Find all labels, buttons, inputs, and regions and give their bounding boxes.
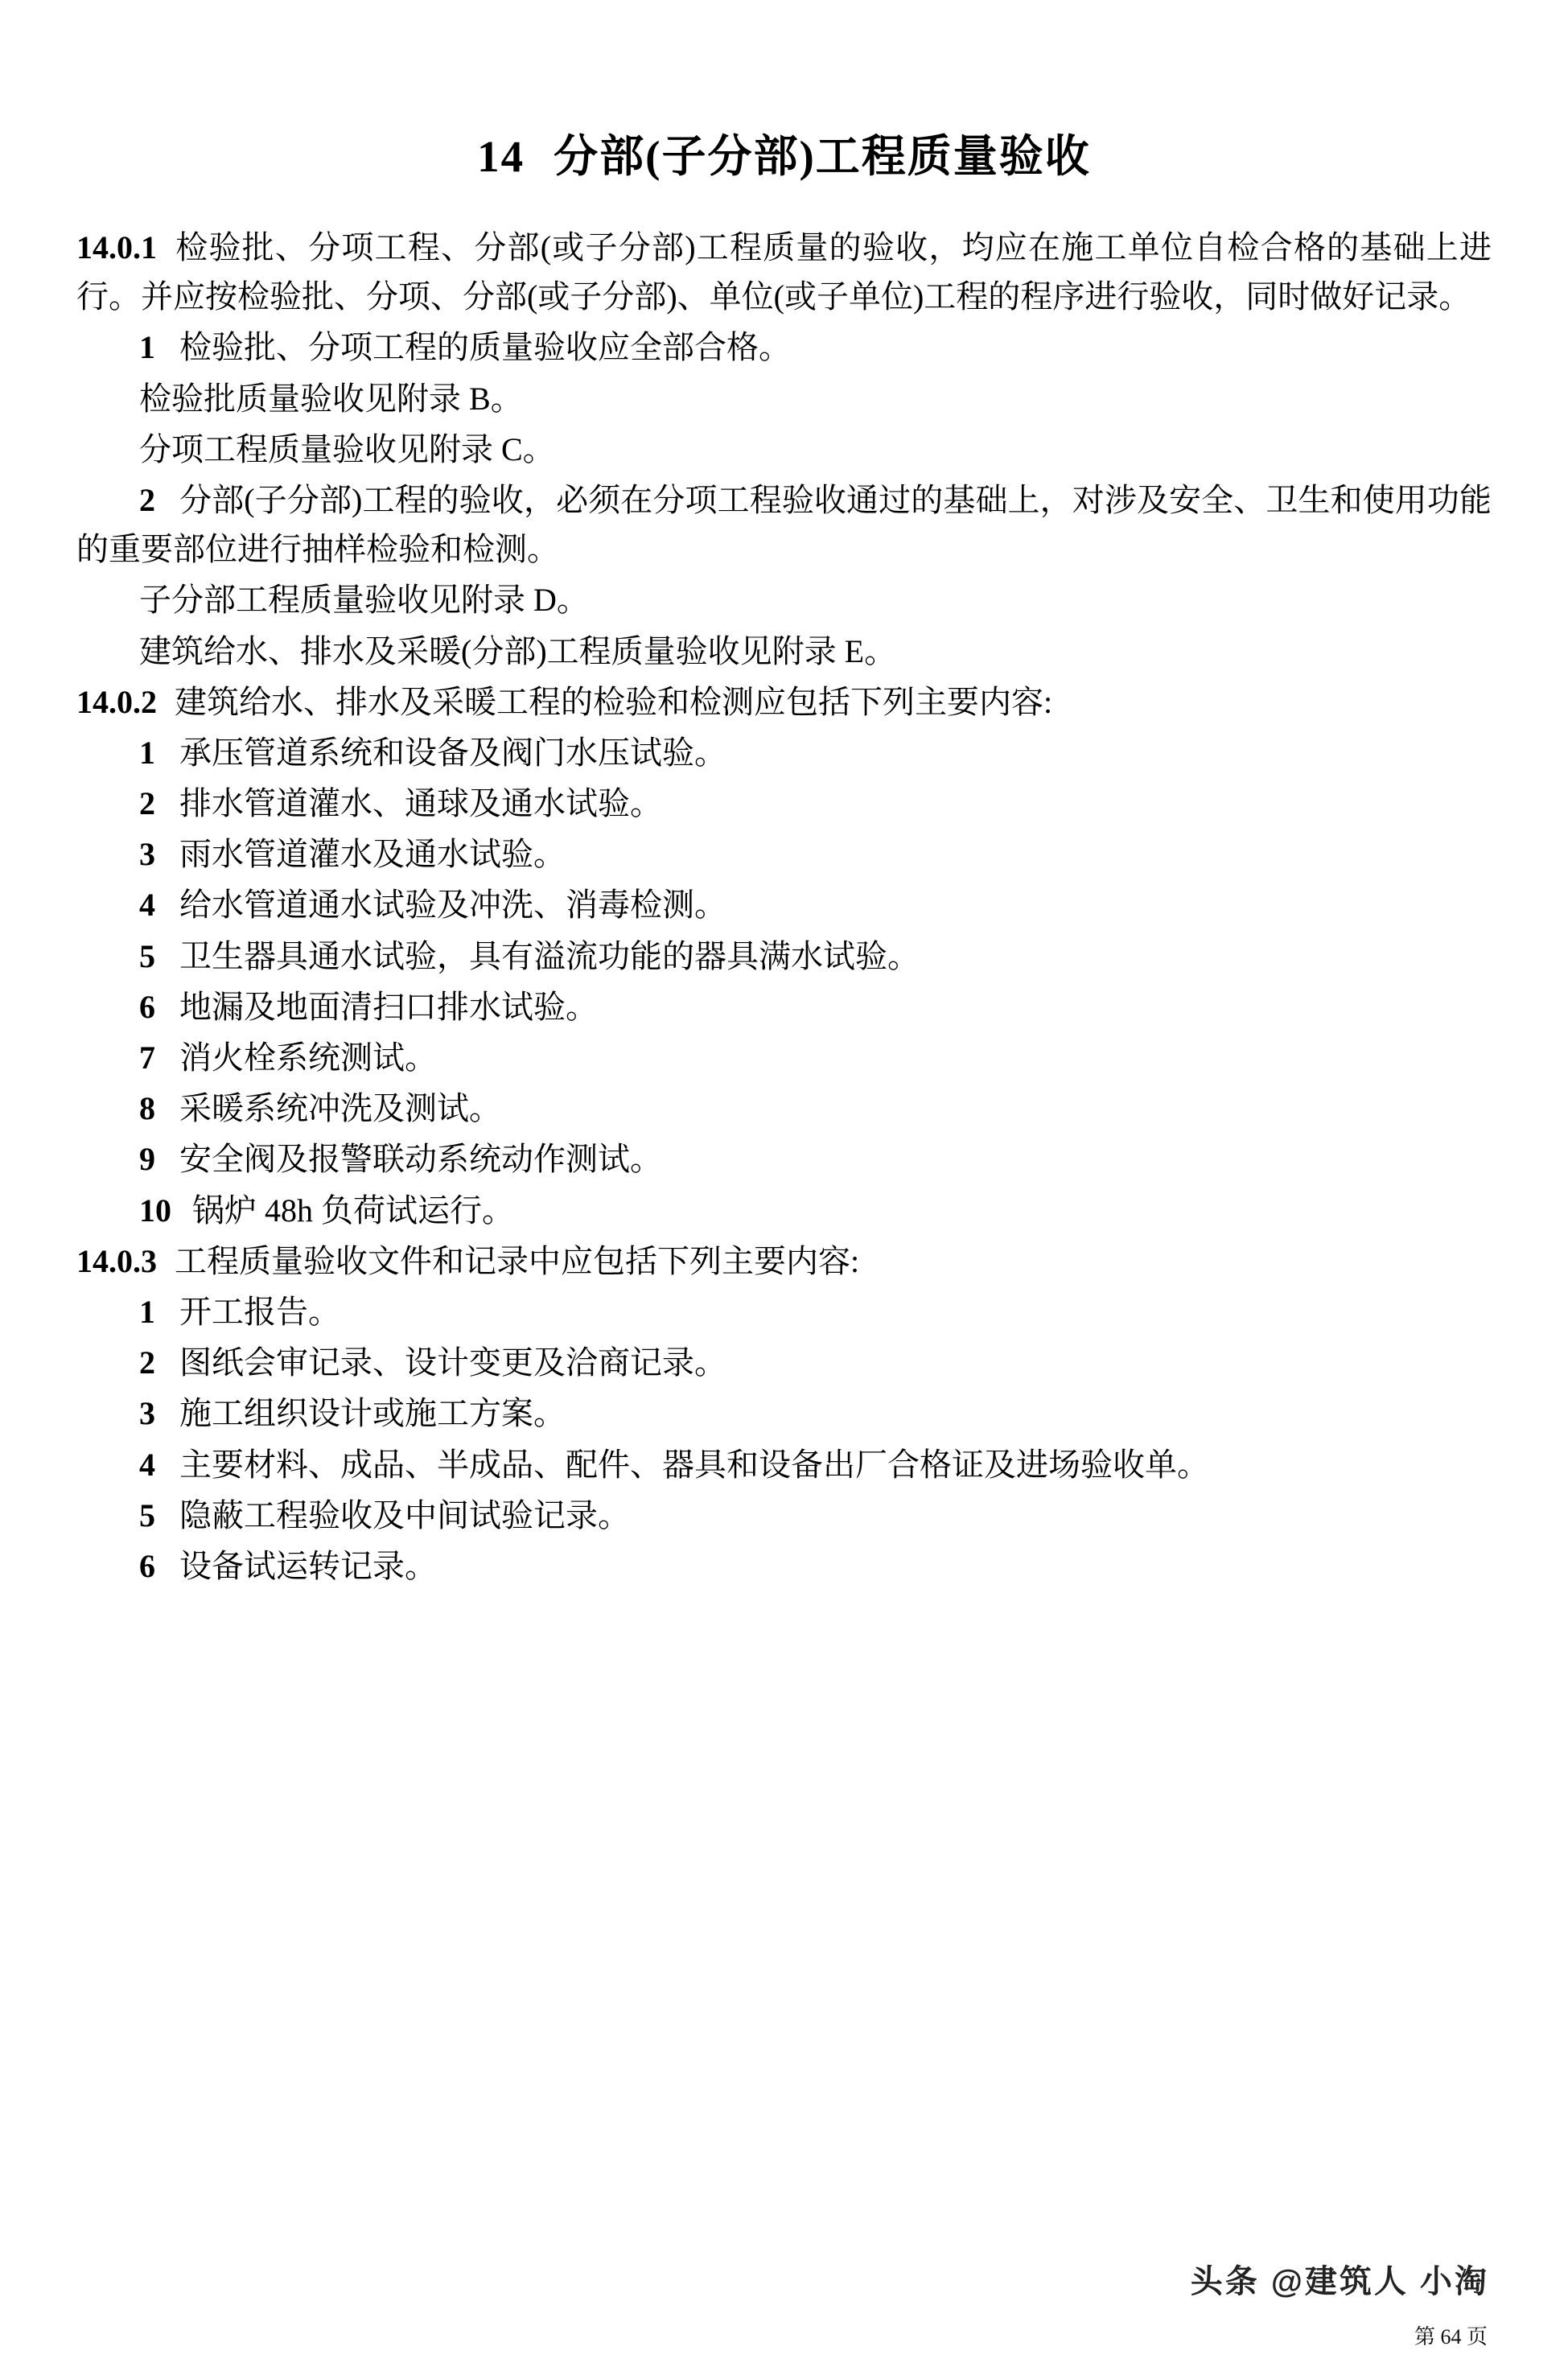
list-item-text: 地漏及地面清扫口排水试验。 — [179, 988, 598, 1025]
list-item-text: 分部(子分部)工程的验收，必须在分项工程验收通过的基础上，对涉及安全、卫生和使用功能的重要部位进行抽样检验和检测。 — [76, 481, 1492, 568]
list-item-number: 1 — [139, 1293, 155, 1330]
list-item-number: 3 — [139, 836, 155, 873]
list-item-text: 开工报告。 — [179, 1293, 340, 1330]
list-item — [76, 1033, 1492, 1082]
list-item-text: 采暖系统冲洗及测试。 — [179, 1090, 501, 1127]
list-item-number: 1 — [139, 329, 155, 366]
list-item-text: 锅炉 48h 负荷试运行。 — [192, 1192, 514, 1229]
list-item-number: 9 — [139, 1141, 155, 1178]
list-item — [76, 779, 1492, 828]
list-item-text: 排水管道灌水、通球及通水试验。 — [179, 785, 662, 822]
list-item-text: 安全阀及报警联动系统动作测试。 — [179, 1141, 662, 1178]
clause-number: 14.0.2 — [76, 683, 157, 720]
list-item-number: 5 — [139, 1496, 155, 1533]
list-item-number: 2 — [139, 785, 155, 822]
list-item — [76, 1440, 1492, 1489]
list-item — [76, 1338, 1492, 1387]
list-item — [76, 932, 1492, 981]
list-item-text: 隐蔽工程验收及中间试验记录。 — [179, 1496, 630, 1533]
list-item-text: 承压管道系统和设备及阀门水压试验。 — [179, 734, 726, 771]
list-item-number: 10 — [139, 1192, 171, 1229]
clause-14-0-3 — [76, 1237, 1492, 1286]
list-item — [76, 1186, 1492, 1235]
note-appendix-b: 检验批质量验收见附录 B。 — [139, 380, 523, 417]
clause-number: 14.0.1 — [76, 229, 157, 266]
list-item-number: 6 — [139, 988, 155, 1025]
list-item-text: 图纸会审记录、设计变更及洽商记录。 — [179, 1344, 726, 1381]
clause-number: 14.0.3 — [76, 1242, 157, 1279]
list-item-number: 3 — [139, 1395, 155, 1432]
list-item — [76, 1287, 1492, 1336]
watermark: 头条 @建筑人 小淘 — [1190, 2264, 1489, 2299]
list-item-number: 8 — [139, 1090, 155, 1127]
list-item-number: 2 — [139, 481, 155, 518]
note-appendix-d: 子分部工程质量验收见附录 D。 — [139, 582, 589, 619]
list-item-text: 消火栓系统测试。 — [179, 1039, 437, 1076]
clause-14-0-2 — [76, 677, 1492, 727]
list-item — [76, 1491, 1492, 1540]
list-item — [76, 475, 1492, 574]
list-item-text: 施工组织设计或施工方案。 — [179, 1395, 566, 1432]
list-item-text: 给水管道通水试验及冲洗、消毒检测。 — [179, 887, 726, 924]
list-item-number: 5 — [139, 937, 155, 974]
clause-text: 建筑给水、排水及采暖工程的检验和检测应包括下列主要内容: — [175, 683, 1053, 720]
list-item — [76, 829, 1492, 879]
list-item — [76, 1542, 1492, 1591]
list-item-text: 设备试运转记录。 — [179, 1547, 437, 1584]
note-appendix-e: 建筑给水、排水及采暖(分部)工程质量验收见附录 E。 — [139, 632, 897, 669]
list-item — [76, 728, 1492, 777]
clause-14-0-1 — [76, 223, 1492, 321]
list-item — [76, 982, 1492, 1031]
list-item-number: 6 — [139, 1547, 155, 1584]
page-number: 第 64 页 — [1414, 2325, 1488, 2348]
list-item — [76, 323, 1492, 372]
list-item-number: 2 — [139, 1344, 155, 1381]
list-item — [76, 880, 1492, 929]
list-item-text: 主要材料、成品、半成品、配件、器具和设备出厂合格证及进场验收单。 — [179, 1446, 1209, 1483]
clause-text: 检验批、分项工程、分部(或子分部)工程质量的验收，均应在施工单位自检合格的基础上进行。并应按检验批、分项、分部(或子分部)、单位(或子单位)工程的程序进行验收，同时做好记录。 — [76, 229, 1492, 315]
list-item-text: 检验批、分项工程的质量验收应全部合格。 — [179, 329, 791, 366]
list-item-number: 1 — [139, 734, 155, 771]
note-appendix-c: 分项工程质量验收见附录 C。 — [139, 430, 555, 467]
list-item-text: 卫生器具通水试验，具有溢流功能的器具满水试验。 — [179, 937, 920, 974]
list-item-number: 4 — [139, 1446, 155, 1483]
list-item-text: 雨水管道灌水及通水试验。 — [179, 836, 566, 873]
clause-text: 工程质量验收文件和记录中应包括下列主要内容: — [175, 1242, 860, 1279]
list-item — [76, 1134, 1492, 1183]
list-item-number: 4 — [139, 887, 155, 924]
page-title — [76, 121, 1492, 184]
list-item — [76, 1084, 1492, 1133]
list-item-number: 7 — [139, 1039, 155, 1076]
list-item — [76, 1389, 1492, 1438]
page-title-text: 分部(子分部)工程质量验收 — [554, 132, 1091, 181]
page-title-number: 14 — [477, 132, 525, 181]
